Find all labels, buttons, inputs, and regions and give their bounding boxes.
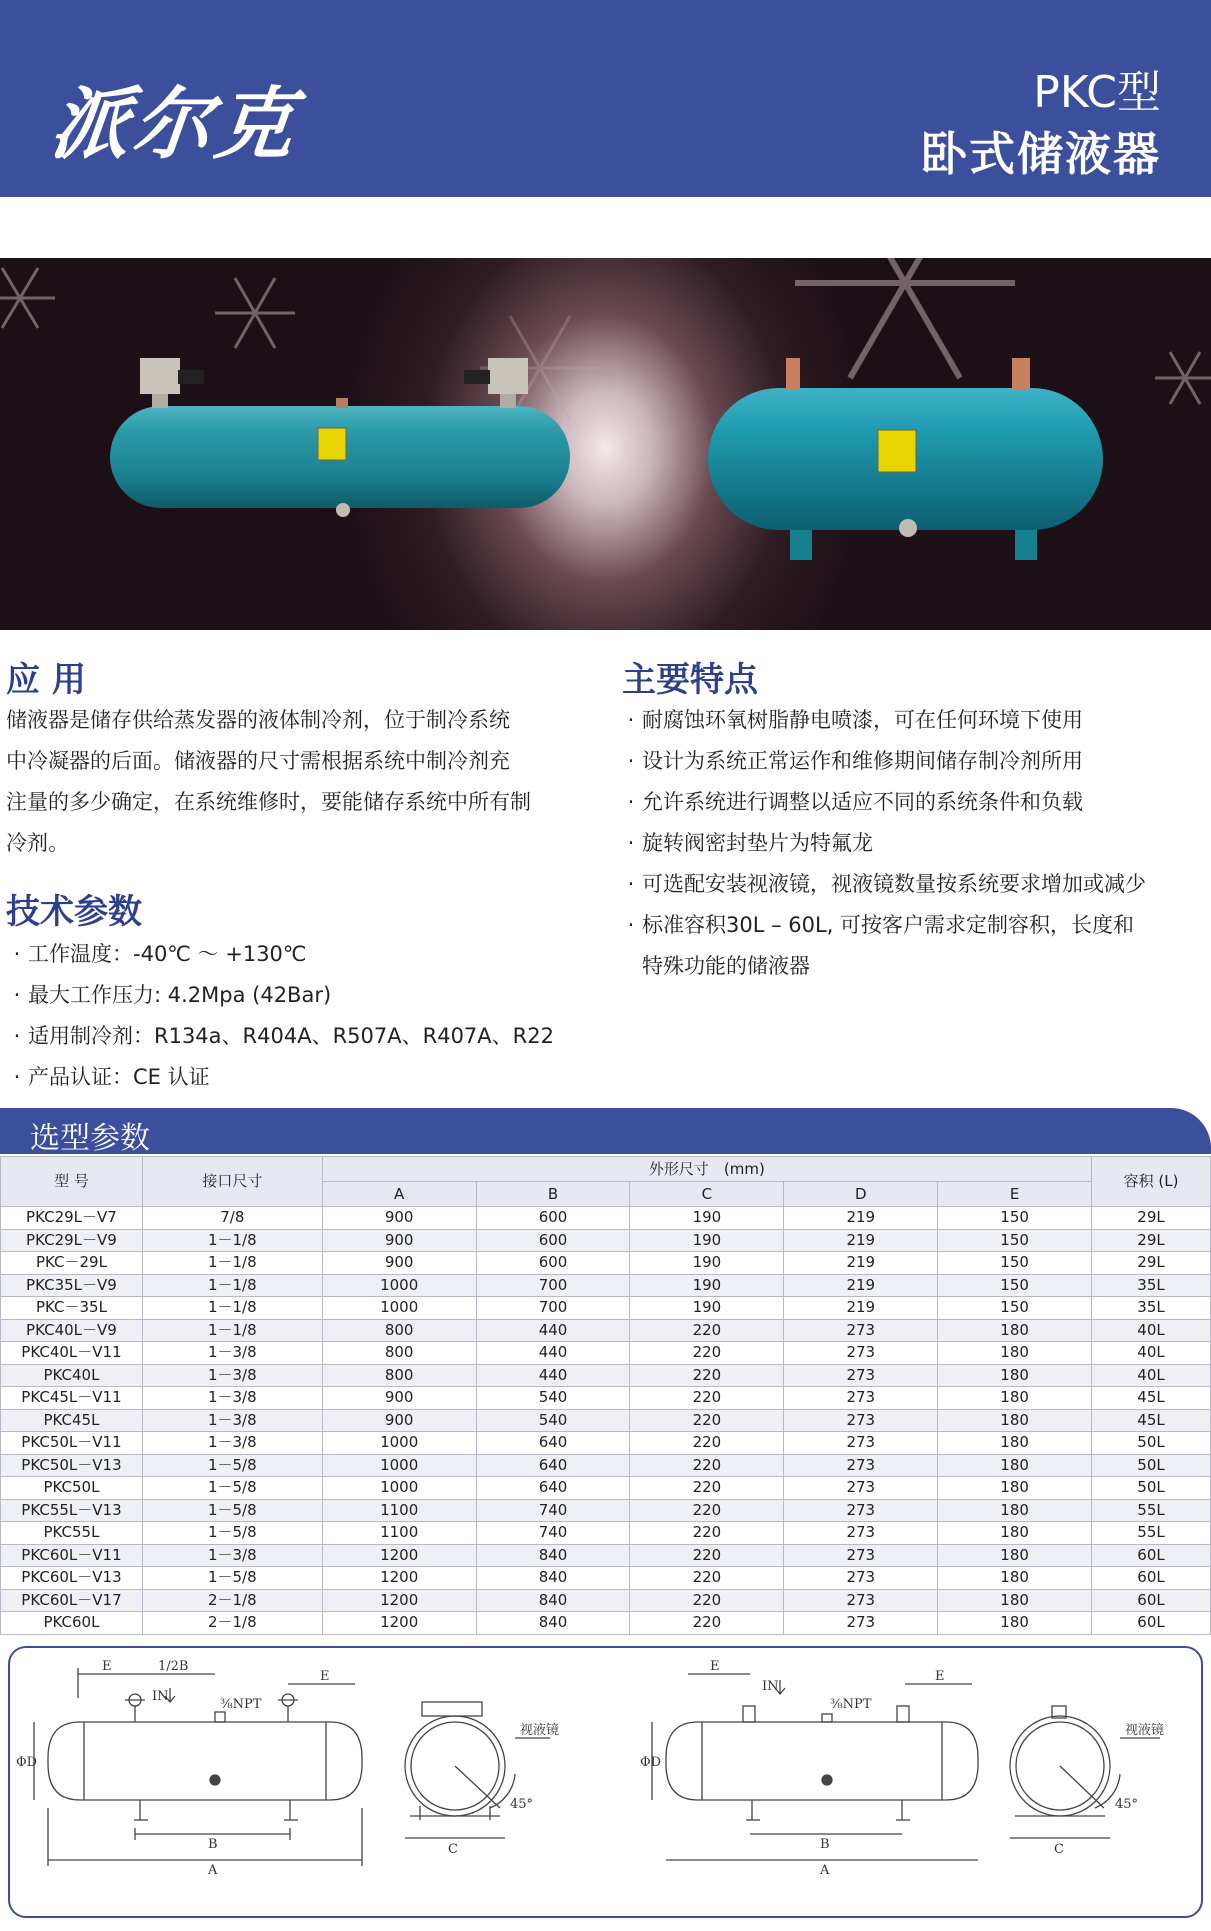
table-cell: 60L (1092, 1567, 1211, 1590)
table-cell: PKC55L－V13 (1, 1499, 143, 1522)
table-cell: 740 (476, 1499, 630, 1522)
col-header-dims: 外形尺寸 (mm) (322, 1157, 1091, 1182)
features-title: 主要特点 (622, 660, 758, 700)
table-cell: 40L (1092, 1319, 1211, 1342)
table-cell: 180 (938, 1589, 1092, 1612)
dim-label-c: C (1054, 1842, 1064, 1857)
tech-list (6, 934, 554, 1098)
list-item: · 耐腐蚀环氧树脂静电喷漆，可在任何环境下使用 (627, 708, 1083, 732)
col-header-model: 型 号 (1, 1157, 143, 1207)
table-cell: 900 (322, 1252, 476, 1275)
list-item: · 工作温度：-40℃ ～ +130℃ (13, 942, 307, 966)
brand-logo: 派尔克 (46, 79, 303, 170)
dim-label-a: A (820, 1863, 830, 1878)
table-cell: 180 (938, 1567, 1092, 1590)
table-row (1, 1522, 1211, 1545)
table-cell: 1－1/8 (142, 1229, 322, 1252)
table-cell: 60L (1092, 1544, 1211, 1567)
table-cell: 273 (784, 1387, 938, 1410)
receiver-tank-right (708, 358, 1103, 560)
table-cell: 1－3/8 (142, 1409, 322, 1432)
table-cell: 220 (630, 1319, 784, 1342)
dim-label-npt: ⅜NPT (830, 1697, 872, 1712)
table-cell: 35L (1092, 1274, 1211, 1297)
dim-label-npt: ⅜NPT (220, 1697, 262, 1712)
table-cell: 1－3/8 (142, 1364, 322, 1387)
table-cell: 220 (630, 1387, 784, 1410)
list-item: · 旋转阀密封垫片为特氟龙 (627, 831, 873, 855)
table-cell: 600 (476, 1252, 630, 1275)
table-cell: PKC40L (1, 1364, 143, 1387)
table-cell: 55L (1092, 1522, 1211, 1545)
table-cell: 273 (784, 1544, 938, 1567)
list-item: · 适用制冷剂：R134a、R404A、R507A、R407A、R22 (13, 1024, 554, 1048)
table-cell: 273 (784, 1567, 938, 1590)
dim-label-phi-d: ΦD (16, 1755, 38, 1770)
drawing-left-side-view (34, 1668, 362, 1866)
angle-label: 45° (1115, 1797, 1139, 1812)
table-cell: 540 (476, 1387, 630, 1410)
table-cell: 600 (476, 1229, 630, 1252)
table-cell: PKC60L－V17 (1, 1589, 143, 1612)
table-cell: 150 (938, 1252, 1092, 1275)
table-cell: 440 (476, 1319, 630, 1342)
table-cell: 900 (322, 1409, 476, 1432)
table-cell: PKC29L－V9 (1, 1229, 143, 1252)
table-row (1, 1499, 1211, 1522)
table-cell: 150 (938, 1297, 1092, 1320)
dim-label-in: IN (762, 1679, 779, 1694)
dim-label-b: B (208, 1837, 218, 1852)
table-cell: PKC55L (1, 1522, 143, 1545)
spec-table (0, 1156, 1211, 1635)
table-cell: 29L (1092, 1207, 1211, 1230)
table-row (1, 1432, 1211, 1455)
table-cell: 219 (784, 1297, 938, 1320)
table-cell: PKC60L (1, 1612, 143, 1635)
table-title-bar (0, 1108, 1211, 1154)
table-cell: 440 (476, 1364, 630, 1387)
table-cell: 180 (938, 1499, 1092, 1522)
table-cell: 50L (1092, 1454, 1211, 1477)
table-cell: 1100 (322, 1499, 476, 1522)
table-cell: 1－5/8 (142, 1567, 322, 1590)
table-row (1, 1612, 1211, 1635)
dimension-drawing-svg (10, 1648, 1205, 1920)
table-cell: PKC50L－V13 (1, 1454, 143, 1477)
table-row (1, 1274, 1211, 1297)
table-cell: 1200 (322, 1589, 476, 1612)
table-row (1, 1409, 1211, 1432)
table-cell: 700 (476, 1297, 630, 1320)
table-cell: 273 (784, 1432, 938, 1455)
dim-label-in: IN (152, 1689, 169, 1704)
table-row (1, 1319, 1211, 1342)
table-cell: PKC－35L (1, 1297, 143, 1320)
table-cell: 800 (322, 1342, 476, 1365)
table-cell: 60L (1092, 1589, 1211, 1612)
table-cell: 190 (630, 1297, 784, 1320)
table-cell: 1－5/8 (142, 1522, 322, 1545)
table-cell: 180 (938, 1544, 1092, 1567)
product-photo (0, 258, 1211, 630)
application-title: 应 用 (6, 660, 86, 700)
table-cell: 150 (938, 1207, 1092, 1230)
table-cell: PKC45L－V11 (1, 1387, 143, 1410)
list-item: · 可选配安装视液镜，视液镜数量按系统要求增加或减少 (627, 872, 1146, 896)
table-cell: 840 (476, 1567, 630, 1590)
list-item: · 设计为系统正常运作和维修期间储存制冷剂所用 (627, 749, 1083, 773)
table-cell: 1200 (322, 1544, 476, 1567)
application-text (6, 700, 586, 864)
table-cell: 1000 (322, 1477, 476, 1500)
features-list (620, 700, 1146, 987)
table-cell: 440 (476, 1342, 630, 1365)
table-cell: 180 (938, 1477, 1092, 1500)
table-cell: 180 (938, 1454, 1092, 1477)
table-cell: 640 (476, 1477, 630, 1500)
table-cell: 29L (1092, 1229, 1211, 1252)
application-line: 中冷凝器的后面。储液器的尺寸需根据系统中制冷剂充 (6, 749, 510, 773)
table-cell: 190 (630, 1274, 784, 1297)
table-cell: 180 (938, 1319, 1092, 1342)
table-cell: 600 (476, 1207, 630, 1230)
product-photo-illustration (0, 258, 1211, 630)
table-cell: 1000 (322, 1432, 476, 1455)
sight-glass-label: 视液镜 (1125, 1723, 1165, 1738)
table-cell: 220 (630, 1589, 784, 1612)
dim-label-b: B (820, 1837, 830, 1852)
table-cell: PKC29L－V7 (1, 1207, 143, 1230)
header-banner (0, 0, 1211, 197)
table-cell: 55L (1092, 1499, 1211, 1522)
table-cell: 800 (322, 1319, 476, 1342)
table-cell: PKC40L－V11 (1, 1342, 143, 1365)
table-cell: 1200 (322, 1567, 476, 1590)
col-header-b: B (476, 1182, 630, 1207)
table-row (1, 1387, 1211, 1410)
dim-label-c: C (448, 1842, 458, 1857)
table-cell: PKC35L－V9 (1, 1274, 143, 1297)
table-cell: 220 (630, 1477, 784, 1500)
table-cell: 273 (784, 1522, 938, 1545)
table-cell: PKC45L (1, 1409, 143, 1432)
table-cell: 220 (630, 1612, 784, 1635)
table-cell: PKC50L (1, 1477, 143, 1500)
table-row (1, 1477, 1211, 1500)
table-cell: 7/8 (142, 1207, 322, 1230)
table-cell: 220 (630, 1364, 784, 1387)
list-item: · 标准容积30L – 60L, 可按客户需求定制容积，长度和 特殊功能的储液器 (627, 913, 1135, 978)
application-line: 冷剂。 (6, 831, 69, 855)
table-cell: 900 (322, 1387, 476, 1410)
table-row (1, 1454, 1211, 1477)
col-header-port: 接口尺寸 (142, 1157, 322, 1207)
table-cell: PKC－29L (1, 1252, 143, 1275)
table-cell: 60L (1092, 1612, 1211, 1635)
list-item: · 允许系统进行调整以适应不同的系统条件和负载 (627, 790, 1083, 814)
table-cell: 273 (784, 1319, 938, 1342)
dim-label-phi-d: ΦD (640, 1755, 662, 1770)
table-cell: 180 (938, 1612, 1092, 1635)
table-cell: 220 (630, 1409, 784, 1432)
tech-title: 技术参数 (6, 892, 142, 932)
table-row (1, 1342, 1211, 1365)
col-header-d: D (784, 1182, 938, 1207)
table-cell: 700 (476, 1274, 630, 1297)
table-cell: 840 (476, 1544, 630, 1567)
table-cell: 540 (476, 1409, 630, 1432)
table-cell: 220 (630, 1567, 784, 1590)
table-cell: 1－1/8 (142, 1319, 322, 1342)
table-cell: 35L (1092, 1297, 1211, 1320)
drawing-right-side-view (652, 1674, 978, 1860)
table-cell: 219 (784, 1274, 938, 1297)
table-cell: 190 (630, 1207, 784, 1230)
col-header-c: C (630, 1182, 784, 1207)
table-cell: 1－3/8 (142, 1387, 322, 1410)
application-line: 储液器是储存供给蒸发器的液体制冷剂，位于制冷系统 (6, 708, 510, 732)
table-cell: 50L (1092, 1432, 1211, 1455)
table-cell: 840 (476, 1612, 630, 1635)
table-cell: 1－3/8 (142, 1342, 322, 1365)
table-cell: 220 (630, 1499, 784, 1522)
sight-glass-label: 视液镜 (520, 1723, 560, 1738)
table-cell: 1－3/8 (142, 1544, 322, 1567)
table-cell: 219 (784, 1229, 938, 1252)
table-cell: 1000 (322, 1274, 476, 1297)
dim-label-half-b: 1/2B (158, 1659, 189, 1674)
table-cell: 220 (630, 1432, 784, 1455)
dim-label-a: A (208, 1863, 218, 1878)
table-cell: 273 (784, 1454, 938, 1477)
table-cell: 1－3/8 (142, 1432, 322, 1455)
dim-label-e: E (102, 1659, 112, 1674)
product-model: PKC型 (1033, 67, 1161, 118)
table-cell: 40L (1092, 1364, 1211, 1387)
table-cell: 273 (784, 1477, 938, 1500)
table-cell: 273 (784, 1409, 938, 1432)
receiver-tank-left (110, 358, 570, 517)
table-row (1, 1297, 1211, 1320)
table-cell: 219 (784, 1252, 938, 1275)
table-cell: 45L (1092, 1387, 1211, 1410)
table-cell: 273 (784, 1612, 938, 1635)
table-cell: 190 (630, 1229, 784, 1252)
table-cell: 180 (938, 1342, 1092, 1365)
col-header-volume: 容积 (L) (1092, 1157, 1211, 1207)
table-cell: 800 (322, 1364, 476, 1387)
table-cell: 180 (938, 1522, 1092, 1545)
table-cell: 1－5/8 (142, 1499, 322, 1522)
table-cell: 219 (784, 1207, 938, 1230)
table-cell: 900 (322, 1229, 476, 1252)
table-cell: 220 (630, 1544, 784, 1567)
table-title: 选型参数 (30, 1121, 150, 1156)
table-cell: 150 (938, 1274, 1092, 1297)
dim-label-e: E (710, 1659, 720, 1674)
table-cell: PKC60L－V13 (1, 1567, 143, 1590)
table-cell: 1－5/8 (142, 1454, 322, 1477)
table-row (1, 1207, 1211, 1230)
table-row (1, 1364, 1211, 1387)
angle-label: 45° (510, 1797, 534, 1812)
table-cell: 50L (1092, 1477, 1211, 1500)
table-cell: 640 (476, 1454, 630, 1477)
table-cell: 273 (784, 1342, 938, 1365)
table-cell: 2－1/8 (142, 1589, 322, 1612)
table-cell: 1－1/8 (142, 1252, 322, 1275)
table-cell: 1000 (322, 1454, 476, 1477)
table-cell: 640 (476, 1432, 630, 1455)
table-cell: 150 (938, 1229, 1092, 1252)
table-cell: 1－5/8 (142, 1477, 322, 1500)
table-cell: 273 (784, 1364, 938, 1387)
col-header-e: E (938, 1182, 1092, 1207)
table-cell: 40L (1092, 1342, 1211, 1365)
application-line: 注量的多少确定，在系统维修时，要能储存系统中所有制 (6, 790, 531, 814)
dim-label-e: E (320, 1669, 330, 1684)
table-cell: PKC60L－V11 (1, 1544, 143, 1567)
col-header-a: A (322, 1182, 476, 1207)
table-cell: 1200 (322, 1612, 476, 1635)
table-cell: 180 (938, 1387, 1092, 1410)
table-cell: 740 (476, 1522, 630, 1545)
table-cell: 180 (938, 1432, 1092, 1455)
dim-label-e: E (935, 1669, 945, 1684)
table-row (1, 1229, 1211, 1252)
product-subtitle: 卧式储液器 (921, 127, 1161, 181)
table-cell: 220 (630, 1454, 784, 1477)
list-item: · 产品认证：CE 认证 (13, 1065, 210, 1089)
table-cell: 220 (630, 1342, 784, 1365)
table-cell: 180 (938, 1409, 1092, 1432)
table-row (1, 1544, 1211, 1567)
table-row (1, 1567, 1211, 1590)
table-row (1, 1252, 1211, 1275)
table-row (1, 1589, 1211, 1612)
table-cell: 273 (784, 1499, 938, 1522)
table-cell: 29L (1092, 1252, 1211, 1275)
table-cell: 900 (322, 1207, 476, 1230)
dimension-drawings (8, 1646, 1203, 1918)
table-cell: 220 (630, 1522, 784, 1545)
table-cell: PKC40L－V9 (1, 1319, 143, 1342)
table-cell: 180 (938, 1364, 1092, 1387)
table-cell: 273 (784, 1589, 938, 1612)
table-cell: 1－1/8 (142, 1274, 322, 1297)
table-cell: 1000 (322, 1297, 476, 1320)
table-cell: 1100 (322, 1522, 476, 1545)
table-cell: 2－1/8 (142, 1612, 322, 1635)
table-cell: 45L (1092, 1409, 1211, 1432)
table-cell: PKC50L－V11 (1, 1432, 143, 1455)
table-cell: 1－1/8 (142, 1297, 322, 1320)
table-cell: 840 (476, 1589, 630, 1612)
list-item: · 最大工作压力: 4.2Mpa (42Bar) (13, 983, 332, 1007)
table-cell: 190 (630, 1252, 784, 1275)
